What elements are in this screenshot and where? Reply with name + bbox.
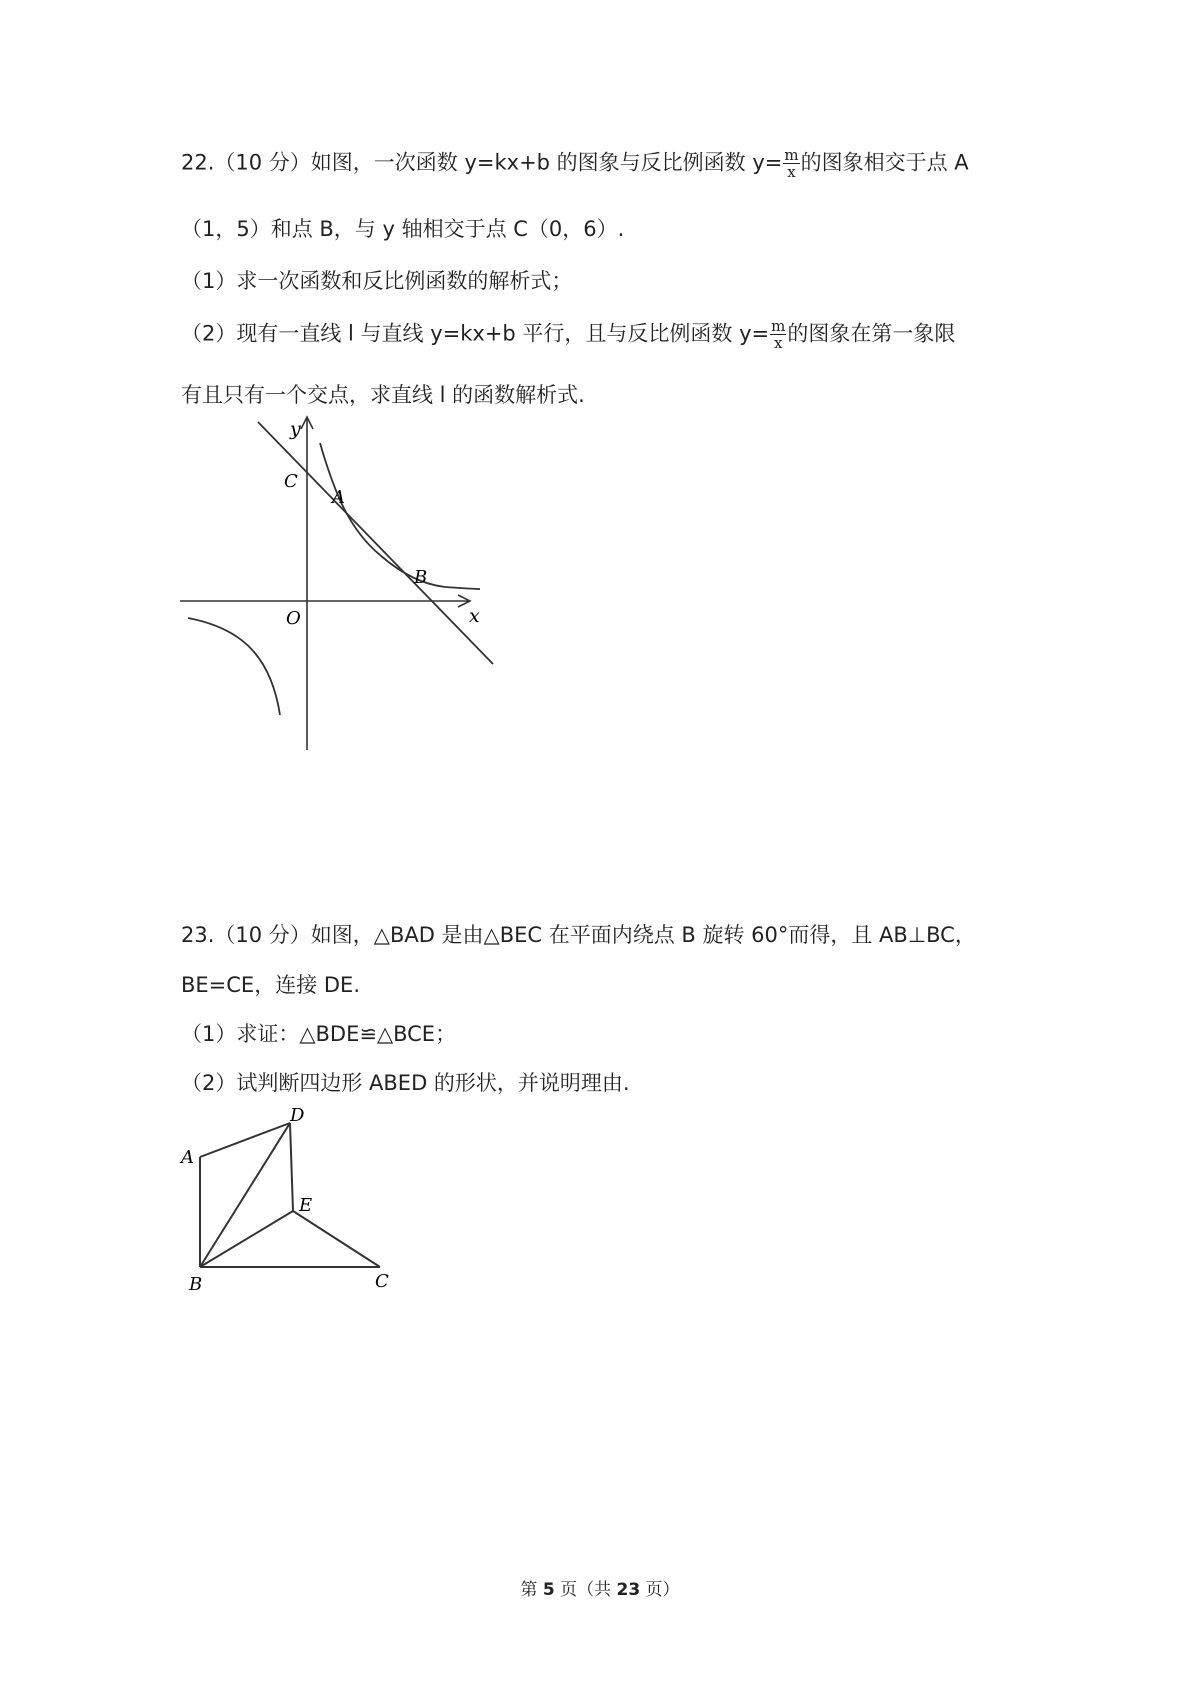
footer-suffix: 页） (640, 1580, 680, 1600)
q22-part2-line1 (181, 318, 955, 351)
q23-stem-line1: 23.（10 分）如图，△BAD 是由△BEC 在平面内绕点 B 旋转 60°而得，且 AB⊥BC， (181, 923, 976, 947)
q23-stem-line2: BE=CE，连接 DE. (181, 973, 360, 997)
label-point-b: B (414, 567, 428, 588)
footer-page-number: 5 (542, 1580, 555, 1600)
q23-figure (175, 1105, 415, 1295)
q22-part2-fraction (770, 318, 786, 351)
label-point-c: C (375, 1271, 389, 1292)
q22-stem-line2: （1，5）和点 B，与 y 轴相交于点 C（0，6）. (181, 217, 625, 241)
fraction-numerator: m (784, 146, 799, 164)
segment-be (200, 1211, 293, 1267)
label-point-a: A (332, 487, 345, 508)
q22-part2-text: （2）现有一直线 l 与直线 y=kx+b 平行，且与反比例函数 y= (181, 321, 770, 346)
fraction-numerator: m (771, 317, 786, 335)
hyperbola-branch-q3 (188, 618, 280, 715)
segment-ad (200, 1123, 290, 1157)
label-point-d: D (290, 1105, 305, 1126)
q23-part1: （1）求证：△BDE≌△BCE； (181, 1022, 457, 1046)
q22-fraction-m-over-x (783, 147, 799, 180)
q22-part1: （1）求一次函数和反比例函数的解析式； (181, 269, 573, 293)
label-point-a: A (181, 1147, 194, 1168)
label-y: y (290, 418, 301, 440)
label-point-b: B (189, 1274, 203, 1295)
label-x: x (469, 605, 480, 627)
q23-segments (200, 1123, 380, 1267)
q22-part2-line2: 有且只有一个交点，求直线 l 的函数解析式. (181, 383, 585, 407)
fraction-denominator: x (774, 334, 783, 352)
q22-stem-text-cont: 的图象相交于点 A (800, 150, 969, 175)
q23-part2: （2）试判断四边形 ABED 的形状，并说明理由. (181, 1071, 630, 1095)
footer-total-pages: 23 (616, 1580, 641, 1600)
label-origin: O (286, 608, 301, 629)
page-footer (0, 1575, 1200, 1600)
label-point-c: C (284, 471, 298, 492)
q22-part2-text-cont: 的图象在第一象限 (787, 321, 956, 346)
segment-ec (293, 1211, 380, 1267)
footer-prefix: 第 (520, 1580, 543, 1600)
q22-figure (180, 415, 500, 755)
segment-bd (200, 1123, 290, 1267)
fraction-denominator: x (787, 163, 796, 181)
segment-de (290, 1123, 293, 1211)
q22-stem-text: 22.（10 分）如图，一次函数 y=kx+b 的图象与反比例函数 y= (181, 150, 783, 175)
label-point-e: E (299, 1195, 313, 1216)
footer-middle: 页（共 (554, 1580, 617, 1600)
q22-stem-line1 (181, 147, 969, 180)
